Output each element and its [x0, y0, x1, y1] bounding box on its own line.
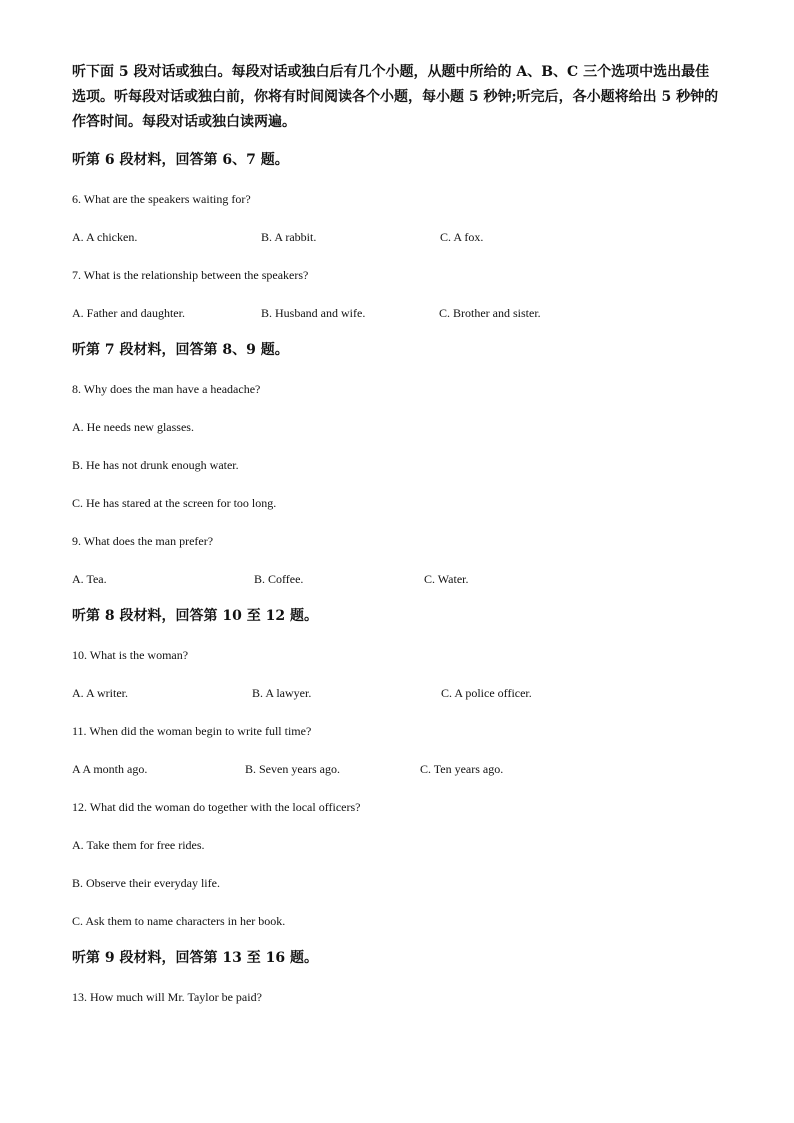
section-heading: 听第 8 段材料，回答第 10 至 12 题。 — [72, 608, 318, 624]
section-heading: 听第 9 段材料，回答第 13 至 16 题。 — [72, 950, 318, 966]
option-c: C. Ask them to name characters in her book. — [72, 914, 286, 928]
question-text: 10. What is the woman? — [72, 648, 189, 662]
option-c: C. Brother and sister. — [439, 306, 541, 320]
option-b: B. A lawyer. — [252, 686, 312, 700]
question-text: 7. What is the relationship between the speakers? — [72, 268, 309, 282]
option-b: B. Coffee. — [254, 572, 304, 586]
option-a: A A month ago. — [72, 762, 148, 776]
option-c: C. A police officer. — [441, 686, 532, 700]
question-text: 6. What are the speakers waiting for? — [72, 192, 251, 206]
question-text: 13. How much will Mr. Taylor be paid? — [72, 990, 262, 1004]
section-heading: 听第 7 段材料，回答第 8、9 题。 — [72, 342, 289, 358]
instructions-paragraph: 听下面 5 段对话或独白。每段对话或独白后有几个小题，从题中所给的 A、B、C 三个选项中选出最佳选项。听每段对话或独白前，你将有时间阅读各个小题，每小题 5 秒钟;听完后，各小题将给出 5 秒钟的作答时间。每段对话或独白读两遍。 — [72, 64, 719, 130]
question-text: 9. What does the man prefer? — [72, 534, 214, 548]
question-text: 11. When did the woman begin to write full time? — [72, 724, 312, 738]
option-a: A. Tea. — [72, 572, 107, 586]
option-a: A. Father and daughter. — [72, 306, 185, 320]
option-c: C. Ten years ago. — [420, 762, 504, 776]
option-c: C. Water. — [424, 572, 469, 586]
option-b: B. A rabbit. — [261, 230, 317, 244]
option-b: B. Observe their everyday life. — [72, 876, 220, 890]
option-b: B. He has not drunk enough water. — [72, 458, 239, 472]
question-text: 12. What did the woman do together with the local officers? — [72, 800, 361, 814]
section-heading: 听第 6 段材料，回答第 6、7 题。 — [72, 152, 289, 168]
option-b: B. Husband and wife. — [261, 306, 366, 320]
option-a: A. A chicken. — [72, 230, 138, 244]
option-c: C. A fox. — [440, 230, 484, 244]
option-a: A. He needs new glasses. — [72, 420, 194, 434]
option-b: B. Seven years ago. — [245, 762, 340, 776]
question-text: 8. Why does the man have a headache? — [72, 382, 261, 396]
option-a: A. Take them for free rides. — [72, 838, 205, 852]
option-c: C. He has stared at the screen for too long. — [72, 496, 277, 510]
option-a: A. A writer. — [72, 686, 128, 700]
